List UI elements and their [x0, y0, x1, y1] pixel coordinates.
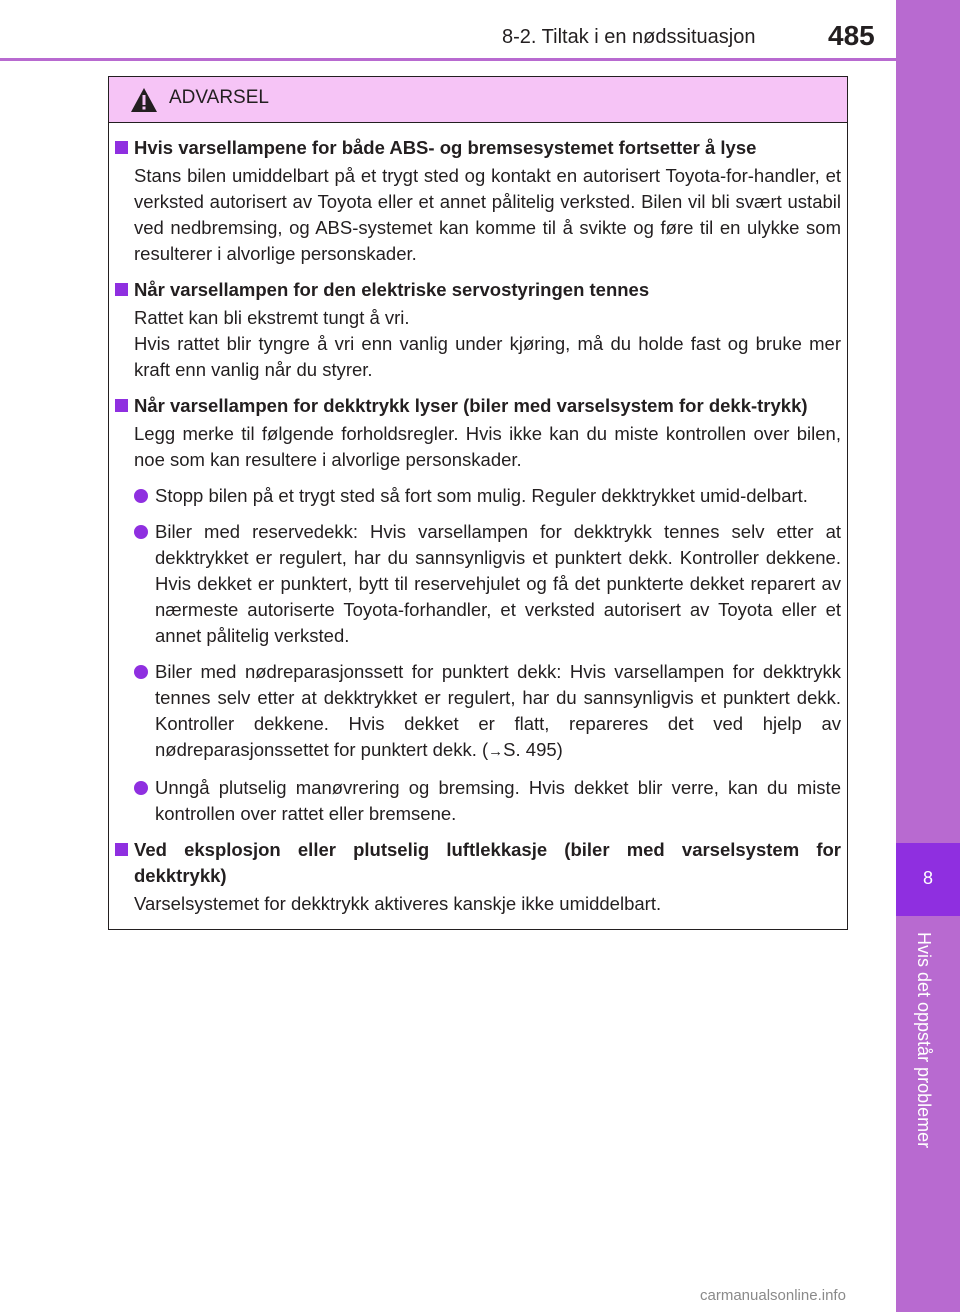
section-heading: Når varsellampen for dekktrykk lyser (biler med varselsystem for dekk-trykk) [109, 393, 849, 419]
chapter-side-tab [896, 0, 960, 1312]
list-item: Biler med nødreparasjonssett for punktert dekk: Hvis varsellampen for dekktrykk tennes selv etter at dekktrykket er regulert, har du sannsynligvis et punktert dekk. Kontroller dekkene. Hvis dekket er flatt, repareres det ved hjelp av nødreparasjonssettet for punktert dekk. (→S. 495) [109, 659, 849, 765]
list-item: Stopp bilen på et trygt sted så fort som mulig. Reguler dekktrykket umid-delbart. [109, 483, 849, 509]
section-heading: Hvis varsellampene for både ABS- og bremsesystemet fortsetter å lyse [109, 135, 849, 161]
round-bullet-icon [134, 525, 148, 539]
section-heading: Når varsellampen for den elektriske servostyringen tennes [109, 277, 849, 303]
square-bullet-icon [115, 283, 128, 296]
chapter-number: 8 [922, 868, 933, 888]
section-paragraph: Stans bilen umiddelbart på et trygt sted og kontakt en autorisert Toyota-for-handler, et verksted autorisert av Toyota eller et annet pålitelig verksted. Bilen vil bli svært ustabil ved nedbremsing, og ABS-systemet kan komme til å svikte og føre til en ulykke som resulterer i alvorlige personskader. [134, 165, 841, 264]
watermark: carmanualsonline.info [700, 1287, 846, 1304]
warning-title: ADVARSEL [169, 87, 269, 108]
section-title: 8-2. Tiltak i en nødssituasjon [502, 26, 756, 48]
square-bullet-icon [115, 843, 128, 856]
page-reference[interactable]: S. 495) [503, 739, 563, 760]
section-paragraph: Hvis rattet blir tyngre å vri enn vanlig under kjøring, må du holde fast og bruke mer kraft enn vanlig når du styrer. [134, 333, 841, 380]
list-item: Biler med reservedekk: Hvis varsellampen for dekktrykk tennes selv etter at dekktrykket er regulert, har du sannsynligvis et punktert dekk. Kontroller dekkene. Hvis dekket er punktert, bytt til reservehjulet og få det punkterte dekket reparert av nærmeste autoriserte Toyota-forhandler, et verksted autorisert av Toyota eller et annet pålitelig verksted. [109, 519, 849, 649]
page-number: 485 [828, 20, 875, 51]
warning-content [109, 135, 849, 927]
square-bullet-icon [115, 399, 128, 412]
warning-header [109, 77, 847, 123]
section-heading: Ved eksplosjon eller plutselig luftlekkasje (biler med varselsystem for dekktrykk) [109, 837, 849, 889]
section-paragraph: Rattet kan bli ekstremt tungt å vri. [134, 307, 410, 328]
square-bullet-icon [115, 141, 128, 154]
round-bullet-icon [134, 781, 148, 795]
warning-section [109, 135, 849, 267]
list-item: Unngå plutselig manøvrering og bremsing. Hvis dekket blir verre, kan du miste kontrollen over rattet eller bremsene. [109, 775, 849, 827]
header-rule [0, 58, 896, 61]
round-bullet-icon [134, 665, 148, 679]
warning-section [109, 277, 849, 383]
arrow-right-icon: → [488, 743, 504, 760]
section-paragraph: Varselsystemet for dekktrykk aktiveres kanskje ikke umiddelbart. [134, 893, 662, 914]
warning-section [109, 837, 849, 917]
warning-section [109, 393, 849, 827]
warning-triangle-icon [130, 87, 158, 113]
chapter-title: Hvis det oppstår problemer [914, 932, 934, 1149]
warning-box [108, 76, 848, 930]
round-bullet-icon [134, 489, 148, 503]
section-paragraph: Legg merke til følgende forholdsregler. Hvis ikke kan du miste kontrollen over bilen, noe som kan resultere i alvorlige personskader. [134, 423, 841, 470]
